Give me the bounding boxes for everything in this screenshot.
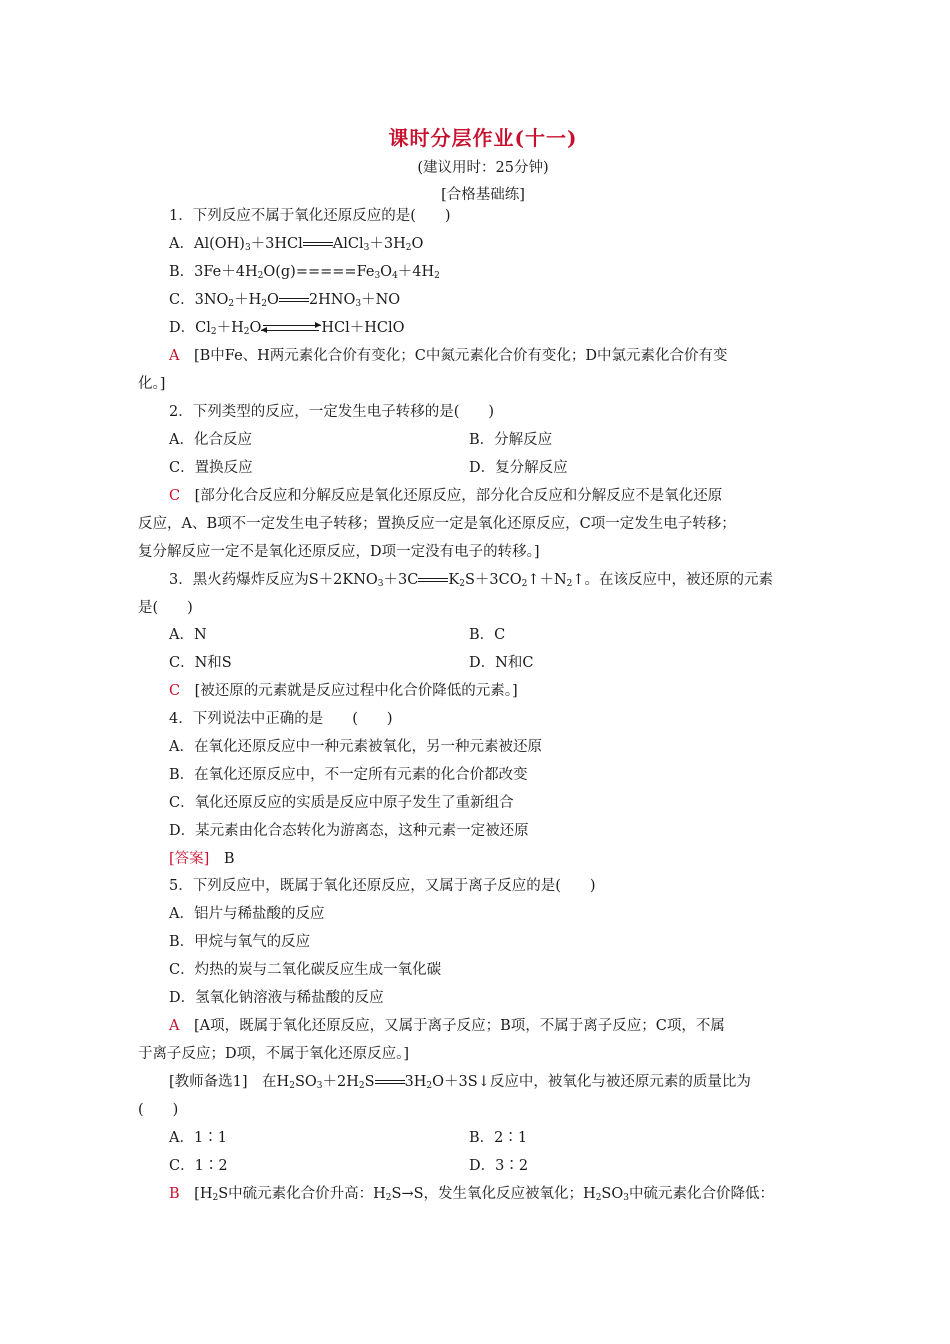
question-4-option-a: A．在氧化还原反应中一种元素被氧化，另一种元素被还原 — [169, 739, 542, 755]
question-4-stem: 4．下列说法中正确的是 ( ) — [169, 711, 393, 727]
time-suggestion: (建议用时：25分钟) — [417, 160, 549, 176]
question-3-options-row-2: C．N和S D．N和C — [169, 655, 534, 671]
question-5-answer-cont: 于离子反应；D项，不属于氧化还原反应。] — [138, 1046, 410, 1062]
answer-letter: B — [169, 1186, 180, 1202]
question-5-answer: A [A项，既属于氧化还原反应，又属于离子反应；B项，不属于离子反应；C项，不属 — [169, 1018, 725, 1034]
teacher-question-stem-cont: ( ) — [138, 1102, 179, 1118]
question-5-option-d: D．氢氧化钠溶液与稀盐酸的反应 — [169, 990, 384, 1006]
equals-sign — [279, 295, 309, 305]
question-1-option-a: A．$Al(OH)_3+3HCl$ $AlCl_3+3H_2O$ — [169, 236, 424, 253]
question-3-stem-cont: 是( ) — [138, 600, 193, 616]
question-3-stem: 3．黑火药爆炸反应为$S+2KNO_3+3C$ $K_2S+3CO_2↑+N_2↑$。在该反应中，被还原的元素 — [169, 572, 774, 589]
question-2-options-row-1: A．化合反应 B．分解反应 — [169, 432, 553, 448]
teacher-question-options-row-1: A．1∶1 B．2∶1 — [169, 1130, 528, 1146]
equals-sign — [303, 239, 333, 249]
question-2-answer-cont-1: 反应，A、B项不一定发生电子转移；置换反应一定是氧化还原反应，C项一定发生电子转移； — [138, 516, 736, 532]
question-2-answer-cont-2: 复分解反应一定不是氧化还原反应，D项一定没有电子的转移。] — [138, 544, 540, 560]
teacher-question-stem: [教师备选1] 在$H_2SO_3+2H_2S$ $3H_2O+3S↓$反应中，被氧化与被还原元素的质量比为 — [169, 1074, 751, 1091]
answer-tag: [答案] — [169, 851, 210, 867]
question-5-option-a: A．铝片与稀盐酸的反应 — [169, 906, 325, 922]
question-4-option-d: D．某元素由化合态转化为游离态，这种元素一定被还原 — [169, 823, 529, 839]
question-1-answer: A [B中Fe、H两元素化合价有变化；C中氮元素化合价有变化；D中氯元素化合价有变 — [169, 348, 728, 364]
answer-letter: C — [169, 488, 181, 504]
question-3-options-row-1: A．N B．C — [169, 627, 506, 643]
question-3-answer: C [被还原的元素就是反应过程中化合价降低的元素。] — [169, 683, 518, 699]
question-5-stem: 5．下列反应中，既属于氧化还原反应，又属于离子反应的是( ) — [169, 878, 596, 894]
question-4-option-c: C．氧化还原反应的实质是反应中原子发生了重新组合 — [169, 795, 514, 811]
answer-letter: A — [169, 348, 180, 364]
section-heading: [合格基础练] — [441, 187, 525, 203]
equals-sign — [418, 575, 448, 585]
question-1-option-b: B．$3Fe+4H_2O(g)=====Fe_3O_4+4H_2$ — [169, 264, 440, 281]
question-1-option-d: D．$Cl_2+H_2O$ HCl＋HClO — [169, 320, 405, 337]
question-1-option-c: C．$3NO_2+H_2O$ $2HNO_3+NO$ — [169, 292, 401, 309]
question-1-stem: 1．下列反应不属于氧化还原反应的是( ) — [169, 208, 451, 224]
question-2-stem: 2．下列类型的反应，一定发生电子转移的是( ) — [169, 404, 495, 420]
page-title: 课时分层作业(十一) — [388, 126, 578, 150]
equals-sign — [375, 1077, 405, 1087]
question-5-option-c: C．灼热的炭与二氧化碳反应生成一氧化碳 — [169, 962, 442, 978]
reversible-arrow-icon — [261, 323, 321, 333]
teacher-question-options-row-2: C．1∶2 D．3∶2 — [169, 1158, 529, 1174]
answer-letter: A — [169, 1018, 180, 1034]
question-5-option-b: B．甲烷与氧气的反应 — [169, 934, 311, 950]
answer-letter: C — [169, 683, 181, 699]
question-4-option-b: B．在氧化还原反应中，不一定所有元素的化合价都改变 — [169, 767, 528, 783]
question-1-answer-cont: 化。] — [138, 376, 166, 392]
question-2-options-row-2: C．置换反应 D．复分解反应 — [169, 460, 568, 476]
teacher-question-answer: B [$H_2S$中硫元素化合价升高：$H_2S\to S$，发生氧化反应被氧化；$H_2SO_3$中硫元素化合价降低： — [169, 1186, 774, 1203]
question-4-answer: [答案] B — [169, 851, 235, 867]
question-2-answer: C [部分化合反应和分解反应是氧化还原反应，部分化合反应和分解反应不是氧化还原 — [169, 488, 723, 504]
